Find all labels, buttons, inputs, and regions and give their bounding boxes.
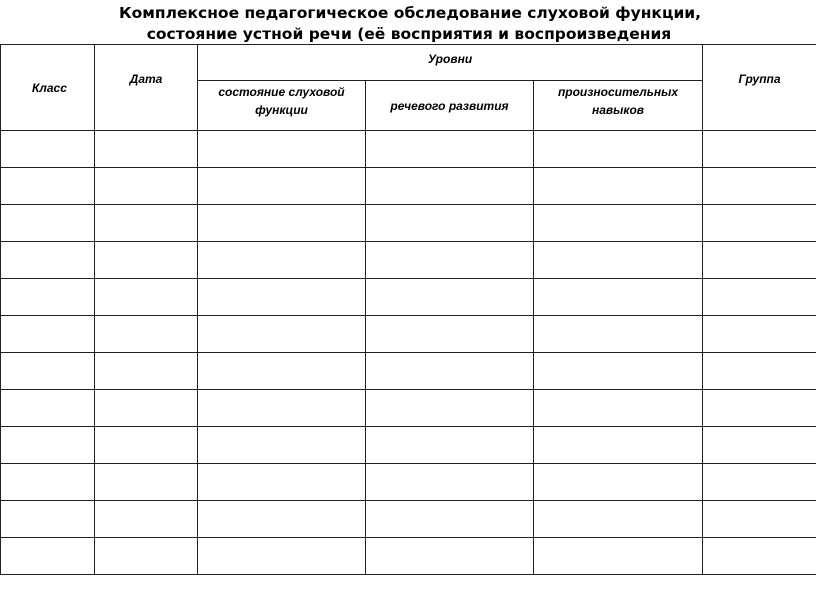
table-cell[interactable] <box>95 501 198 538</box>
table-cell[interactable] <box>366 316 534 353</box>
subheader-speech: речевого развития <box>366 81 534 131</box>
table-cell[interactable] <box>1 501 95 538</box>
table-cell[interactable] <box>1 538 95 575</box>
table-cell[interactable] <box>1 168 95 205</box>
table-cell[interactable] <box>366 538 534 575</box>
table-cell[interactable] <box>366 390 534 427</box>
table-cell[interactable] <box>198 501 366 538</box>
table-row <box>1 538 816 575</box>
table-cell[interactable] <box>366 464 534 501</box>
table-row <box>1 390 816 427</box>
table-cell[interactable] <box>534 168 703 205</box>
table-cell[interactable] <box>1 464 95 501</box>
table-cell[interactable] <box>366 501 534 538</box>
table-cell[interactable] <box>198 279 366 316</box>
table-cell[interactable] <box>534 242 703 279</box>
document-title <box>0 3 816 45</box>
table-cell[interactable] <box>198 131 366 168</box>
table-cell[interactable] <box>198 242 366 279</box>
table-cell[interactable] <box>366 168 534 205</box>
table-row <box>1 205 816 242</box>
table-row <box>1 501 816 538</box>
table-cell[interactable] <box>198 390 366 427</box>
table-cell[interactable] <box>703 168 816 205</box>
table-cell[interactable] <box>366 131 534 168</box>
table-cell[interactable] <box>366 427 534 464</box>
header-row-top <box>1 45 816 81</box>
table-cell[interactable] <box>366 279 534 316</box>
table-cell[interactable] <box>703 501 816 538</box>
table-cell[interactable] <box>1 205 95 242</box>
title-line-2: состояние устной речи (её восприятия и воспроизведения <box>146 25 672 43</box>
table-cell[interactable] <box>1 427 95 464</box>
table-cell[interactable] <box>703 427 816 464</box>
table-cell[interactable] <box>95 353 198 390</box>
table-cell[interactable] <box>1 279 95 316</box>
table-cell[interactable] <box>534 131 703 168</box>
table-row <box>1 316 816 353</box>
table-cell[interactable] <box>95 538 198 575</box>
table-cell[interactable] <box>534 279 703 316</box>
table-cell[interactable] <box>534 353 703 390</box>
table-cell[interactable] <box>95 427 198 464</box>
table-cell[interactable] <box>1 242 95 279</box>
table-cell[interactable] <box>703 242 816 279</box>
table-cell[interactable] <box>534 390 703 427</box>
table-cell[interactable] <box>198 205 366 242</box>
table-cell[interactable] <box>703 131 816 168</box>
table-cell[interactable] <box>534 427 703 464</box>
table-cell[interactable] <box>534 205 703 242</box>
table-cell[interactable] <box>703 353 816 390</box>
table-row <box>1 427 816 464</box>
table-cell[interactable] <box>534 501 703 538</box>
table-row <box>1 279 816 316</box>
table-cell[interactable] <box>366 205 534 242</box>
table-cell[interactable] <box>95 464 198 501</box>
table-row <box>1 131 816 168</box>
table-cell[interactable] <box>703 390 816 427</box>
table-cell[interactable] <box>703 279 816 316</box>
table-cell[interactable] <box>198 168 366 205</box>
table-row <box>1 464 816 501</box>
table-body <box>1 131 816 575</box>
table-cell[interactable] <box>534 464 703 501</box>
table-cell[interactable] <box>1 353 95 390</box>
table-cell[interactable] <box>198 427 366 464</box>
table-cell[interactable] <box>703 316 816 353</box>
table-cell[interactable] <box>95 242 198 279</box>
header-levels: Уровни <box>198 45 703 81</box>
table-cell[interactable] <box>1 316 95 353</box>
table-cell[interactable] <box>95 131 198 168</box>
table-cell[interactable] <box>366 242 534 279</box>
table-cell[interactable] <box>534 316 703 353</box>
table-cell[interactable] <box>534 538 703 575</box>
table-cell[interactable] <box>198 464 366 501</box>
table-row <box>1 168 816 205</box>
table-cell[interactable] <box>198 538 366 575</box>
table-cell[interactable] <box>95 205 198 242</box>
table-cell[interactable] <box>703 205 816 242</box>
subheader-pronunciation: произносительных навыков <box>534 81 703 131</box>
table-cell[interactable] <box>95 390 198 427</box>
table-row <box>1 242 816 279</box>
table-cell[interactable] <box>1 131 95 168</box>
header-group: Группа <box>703 45 816 131</box>
header-class: Класс <box>1 45 95 131</box>
table-cell[interactable] <box>703 464 816 501</box>
table-cell[interactable] <box>1 390 95 427</box>
table-cell[interactable] <box>95 168 198 205</box>
table-cell[interactable] <box>95 316 198 353</box>
table-cell[interactable] <box>198 353 366 390</box>
title-line-1: Комплексное педагогическое обследование слуховой функции, <box>118 4 702 22</box>
survey-table <box>0 44 816 575</box>
table-cell[interactable] <box>366 353 534 390</box>
table-cell[interactable] <box>703 538 816 575</box>
table-cell[interactable] <box>198 316 366 353</box>
subheader-hearing: состояние слуховой функции <box>198 81 366 131</box>
table-row <box>1 353 816 390</box>
header-date: Дата <box>95 45 198 131</box>
table-cell[interactable] <box>95 279 198 316</box>
